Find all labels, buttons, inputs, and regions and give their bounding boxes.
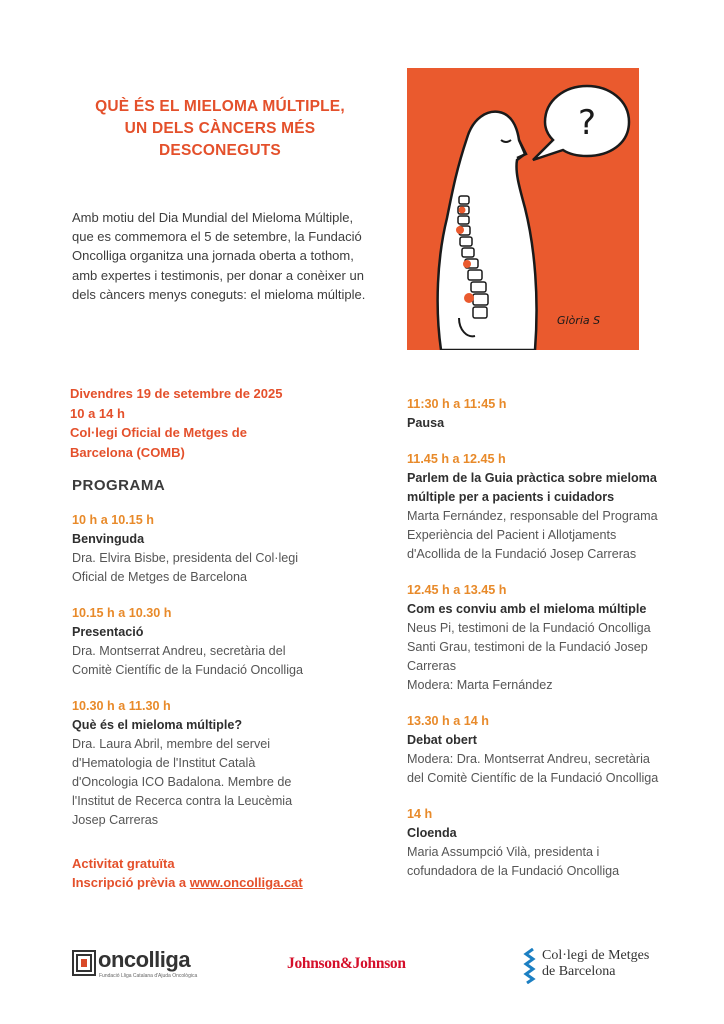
program-desc: Marta Fernández, responsable del Programa: [407, 509, 658, 523]
program-desc: Dra. Laura Abril, membre del servei: [72, 737, 271, 751]
program-time: 13.30 h a 14 h: [407, 714, 489, 728]
jnj-logo: Johnson&Johnson: [287, 955, 406, 972]
program-heading-text: Debat obert: [407, 733, 477, 747]
event-venue: Barcelona (COMB): [70, 444, 185, 460]
registration-note: [72, 854, 303, 892]
intro-paragraph: Amb motiu del Dia Mundial del Mieloma Múltiple, que es commemora el 5 de setembre, la Fundació Oncolliga organitza una jornada oberta a tothom, amb expertes i testimonis, per donar a conèixer un dels càncers menys coneguts: el mieloma múltiple.: [72, 210, 366, 302]
program-right-column: [407, 395, 707, 898]
comb-emblem-icon: [523, 948, 537, 984]
program-desc: cofundadora de la Fundació Oncolliga: [407, 864, 620, 878]
program-heading-text: Cloenda: [407, 826, 457, 840]
program-desc: Dra. Elvira Bisbe, presidenta del Col·legi: [72, 551, 299, 565]
program-heading: PROGRAMA: [72, 477, 166, 494]
oncolliga-subtitle: Fundació Lliga Catalana d'Ajuda Oncològica: [99, 973, 198, 979]
free-activity-label: Activitat gratuïta: [72, 856, 175, 871]
program-desc: del Comitè Científic de la Fundació Oncolliga: [407, 771, 659, 785]
page-title: [70, 96, 370, 162]
program-left-column: [72, 511, 372, 847]
program-desc: l'Institut de Recerca contra la Leucèmia: [72, 794, 293, 808]
program-heading-text: Pausa: [407, 416, 445, 430]
title-line: DESCONEGUTS: [159, 142, 281, 159]
program-desc: Comitè Científic de la Fundació Oncolliga: [72, 663, 303, 677]
program-time: 12.45 h a 13.45 h: [407, 583, 507, 597]
program-time: 10.30 h a 11.30 h: [72, 699, 171, 713]
program-heading-text: Què és el mieloma múltiple?: [72, 718, 243, 732]
program-desc: Modera: Dra. Montserrat Andreu, secretària: [407, 752, 650, 766]
event-hours: 10 a 14 h: [70, 405, 125, 421]
event-info: [70, 384, 370, 462]
event-date: Divendres 19 de setembre de 2025: [70, 386, 283, 401]
program-heading-text: Com es conviu amb el mieloma múltiple: [407, 602, 647, 616]
registration-prefix: Inscripció prèvia a: [72, 875, 190, 890]
program-item: [72, 604, 372, 680]
oncolliga-emblem-icon: [72, 950, 96, 976]
sponsor-logos: [0, 940, 724, 990]
program-desc: Santi Grau, testimoni de la Fundació Josep: [407, 640, 648, 654]
program-item: [72, 697, 372, 830]
bubble-question-mark: ?: [577, 103, 597, 143]
program-heading-text: Presentació: [72, 625, 144, 639]
oncolliga-logo: [72, 947, 208, 982]
program-desc: Oficial de Metges de Barcelona: [72, 570, 248, 584]
program-desc: Dra. Montserrat Andreu, secretària del: [72, 644, 286, 658]
program-item: [407, 712, 707, 788]
program-desc: d'Oncologia ICO Badalona. Membre de: [72, 775, 292, 789]
program-item: [407, 805, 707, 881]
program-desc: Carreras: [407, 659, 456, 673]
title-line: UN DELS CÀNCERS MÉS: [124, 120, 316, 137]
illustrator-signature: Glòria S: [557, 314, 601, 327]
program-item: [72, 511, 372, 587]
program-item: [407, 581, 707, 695]
registration-line: [72, 873, 303, 892]
program-desc: Josep Carreras: [72, 813, 159, 827]
program-heading-text: múltiple per a pacients i cuidadors: [407, 490, 615, 504]
program-desc: Neus Pi, testimoni de la Fundació Oncolliga: [407, 621, 651, 635]
program-desc: Experiència del Pacient i Allotjaments: [407, 528, 617, 542]
event-venue: Col·legi Oficial de Metges de: [70, 425, 247, 440]
program-time: 14 h: [407, 807, 433, 821]
program-time: 11.45 h a 12.45 h: [407, 452, 506, 466]
program-heading-text: Parlem de la Guia pràctica sobre mieloma: [407, 471, 657, 485]
program-desc: d'Hematologia de l'Institut Català: [72, 756, 256, 770]
program-time: 10 h a 10.15 h: [72, 513, 154, 527]
program-desc: Maria Assumpció Vilà, presidenta i: [407, 845, 600, 859]
comb-line: Col·legi de Metges: [542, 948, 650, 963]
oncolliga-wordmark: oncolliga: [98, 947, 191, 972]
program-desc: d'Acollida de la Fundació Josep Carreras: [407, 547, 637, 561]
program-time: 10.15 h a 10.30 h: [72, 606, 172, 620]
comb-logo: [523, 948, 673, 988]
registration-link[interactable]: www.oncolliga.cat: [189, 875, 303, 890]
program-item: [407, 450, 707, 564]
comb-line: de Barcelona: [542, 964, 616, 979]
illustration: [407, 68, 639, 350]
comb-wordmark: [542, 948, 649, 980]
program-time: 11:30 h a 11:45 h: [407, 397, 507, 411]
program-heading-text: Benvinguda: [72, 532, 145, 546]
program-desc: Modera: Marta Fernández: [407, 678, 553, 692]
program-item: [407, 395, 707, 433]
title-line: QUÈ ÉS EL MIELOMA MÚLTIPLE,: [95, 98, 345, 115]
